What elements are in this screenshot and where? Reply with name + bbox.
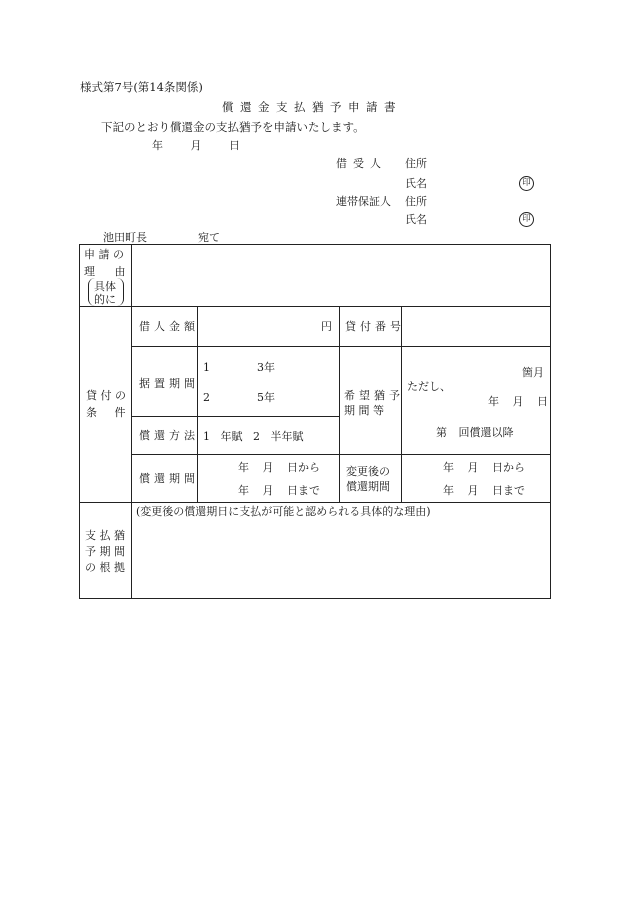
repayment-period-to[interactable]: 年 月 日まで: [238, 484, 320, 497]
reason-note-line1: 具体: [94, 280, 116, 293]
proviso-date[interactable]: 年 月 日: [488, 395, 548, 408]
reason-note-line2: 的に: [94, 293, 116, 306]
deferment-option-2-years[interactable]: 5年: [257, 391, 275, 404]
repayment-method-label: 償還方法: [139, 429, 199, 442]
basis-label-line1: 支 払 猶: [85, 529, 125, 542]
row-divider: [79, 502, 551, 503]
intro-text: 下記のとおり償還金の支払猶予を申請いたします。: [101, 120, 365, 134]
row-divider: [131, 454, 551, 455]
deferment-option-1-years[interactable]: 3年: [257, 361, 275, 374]
guarantor-address-label: 住所: [405, 195, 427, 208]
changed-period-label-line2: 償還期間: [346, 480, 390, 493]
column-divider: [339, 306, 340, 502]
deferment-period-label: 据置期間: [139, 377, 199, 390]
changed-period-label-line1: 変更後の: [346, 465, 390, 478]
desired-deferment-label-line2: 期 間 等: [344, 404, 384, 417]
loan-conditions-label-line1: 貸 付 の: [86, 389, 126, 402]
reason-label-line1: 申 請 の: [84, 248, 124, 261]
repayment-period-label: 償還期間: [139, 472, 199, 485]
repayment-method-options[interactable]: 1 年賦 2 半年賦: [203, 430, 304, 443]
addressee-name: 池田町長: [103, 231, 147, 244]
application-date: 年 月 日: [152, 139, 240, 152]
repayment-period-from[interactable]: 年 月 日から: [238, 461, 320, 474]
row-divider: [131, 346, 551, 347]
changed-period-to[interactable]: 年 月 日まで: [443, 484, 525, 497]
borrower-address-label: 住所: [405, 157, 427, 170]
loan-amount-input[interactable]: [198, 307, 338, 345]
guarantor-seal-icon: 印: [519, 212, 534, 227]
deferment-option-2-number: 2: [203, 391, 210, 404]
desired-deferment-label-line1: 希望猶予: [344, 389, 404, 402]
loan-conditions-label-line2: 条 件: [86, 406, 126, 419]
basis-label-line3: の 根 拠: [85, 561, 125, 574]
loan-amount-label: 借人金額: [139, 320, 199, 333]
addressee-suffix: 宛て: [198, 231, 220, 244]
row-divider: [131, 416, 339, 417]
loan-number-label: 貸付番号: [345, 320, 405, 333]
reason-label-line2: 理 由: [84, 265, 130, 278]
basis-label-line2: 予 期 間: [85, 545, 125, 558]
loan-number-input[interactable]: [402, 307, 550, 345]
form-number: 様式第7号(第14条関係): [80, 80, 203, 94]
reason-input-area[interactable]: [132, 245, 550, 305]
borrower-seal-icon: 印: [519, 176, 534, 191]
guarantor-name-label: 氏名: [405, 213, 427, 226]
deferment-option-1-number: 1: [203, 361, 210, 374]
yen-unit: 円: [321, 320, 332, 333]
document-title: 償還金支払猶予申請書: [222, 100, 402, 114]
basis-input-area[interactable]: [132, 522, 550, 598]
proviso-text: ただし、: [407, 380, 451, 393]
months-unit: 箇月: [522, 366, 544, 379]
basis-note: (変更後の償還期日に支払が可能と認められる具体的な理由): [136, 505, 431, 518]
borrower-label: 借受人: [336, 157, 387, 170]
borrower-name-label: 氏名: [405, 177, 427, 190]
guarantor-label: 連帯保証人: [336, 195, 391, 208]
column-divider: [401, 454, 402, 502]
repayment-from-text[interactable]: 第 回償還以降: [436, 426, 514, 439]
changed-period-from[interactable]: 年 月 日から: [443, 461, 525, 474]
